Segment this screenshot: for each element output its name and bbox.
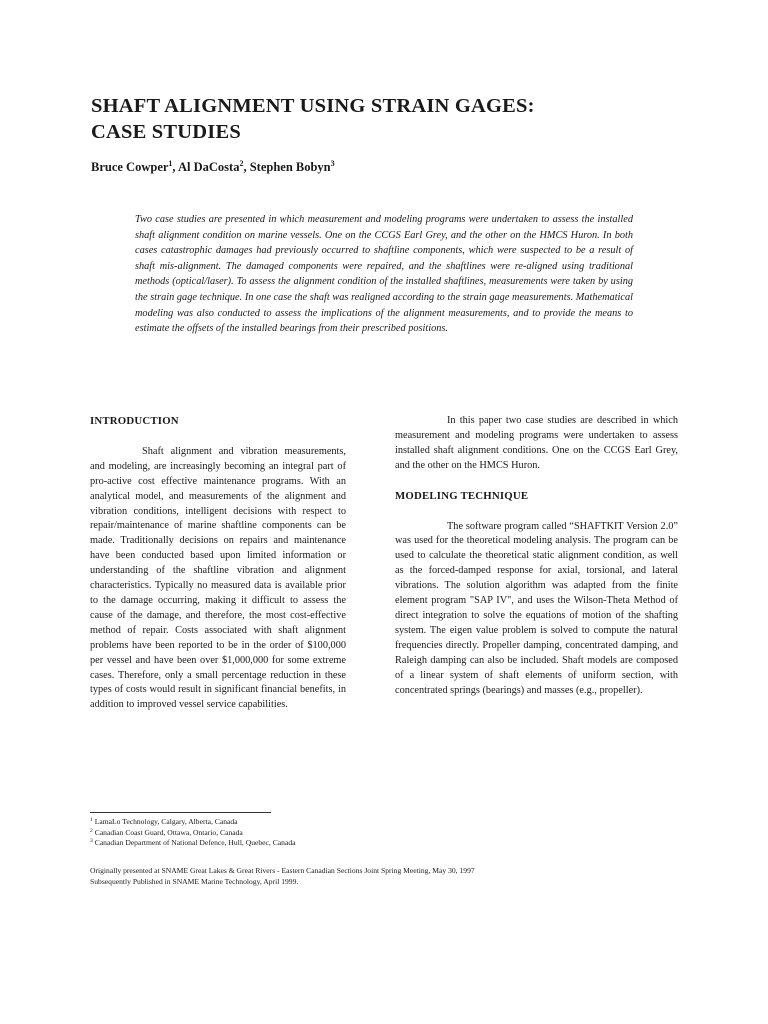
author-name: Bruce Cowper: [91, 160, 169, 174]
footnote-divider: [90, 812, 271, 813]
footnotes: [90, 817, 295, 849]
publication-note-line-1: Originally presented at SNAME Great Lakes & Great Rivers - Eastern Canadian Sections Joint Spring Meeting, May 30, 1997: [90, 866, 475, 875]
affiliation-mark: 3: [330, 159, 335, 168]
footnote-mark: 3: [90, 838, 93, 845]
introduction-paragraph: Shaft alignment and vibration measurements, and modeling, are increasingly becoming an integral part of pro-active cost effective maintenance programs. With an analytical model, and measurements of the alignment and vibration conditions, intelligent decisions with respect to repair/maintenance of marine shaftline components can be made. Traditionally decisions on repairs and maintenance have been conducted based upon limited information or understanding of the shaftline vibration and alignment characteristics. Typically no measured data is available prior to the damage occurring, making it difficult to assess the cause of the damage, and therefore, the most cost-effective method of repair. Costs associated with shaft alignment problems have been reported to be in the order of $100,000 per vessel and have been over $1,000,000 for some extreme cases. Therefore, only a small percentage reduction in these types of costs would result in significant financial benefits, in addition to improved vessel service capabilities.: [90, 445, 346, 711]
footnote-item: [90, 817, 295, 828]
footnote-text: Canadian Coast Guard, Ottawa, Ontario, Canada: [94, 827, 243, 837]
publication-note-line-2: Subsequently Published in SNAME Marine Technology, April 1999.: [90, 876, 299, 886]
footnote-item: [90, 828, 295, 839]
footnote-mark: 1: [90, 817, 93, 823]
affiliation-mark: 2: [239, 159, 244, 168]
modeling-technique-paragraph: The software program called “SHAFTKIT Version 2.0” was used for the theoretical modeling analysis. The program can be used to calculate the theoretical static alignment condition, as well as the forced-damped response for axial, torsional, and lateral vibrations. The solution algorithm was adapted from the finite element program "SAP IV", and uses the Wilson-Theta Method of direct integration to solve the equations of motion of the shafting system. The eigen value problem is solved to compute the natural frequencies directly. Propeller damping, concentrated damping, and Raleigh damping can also be included. Shaft models are composed of a linear system of shaft elements of uniform section, with concentrated springs (bearings) and masses (e.g., propeller).: [395, 520, 678, 696]
title-line-1: SHAFT ALIGNMENT USING STRAIN GAGES:: [91, 95, 535, 117]
author-list: [91, 160, 335, 175]
introduction-heading: INTRODUCTION: [90, 415, 179, 427]
author-separator: ,: [243, 160, 250, 174]
footnote-mark: 2: [90, 827, 93, 834]
author-separator: ,: [172, 160, 178, 174]
author-name: Al DaCosta: [177, 160, 240, 174]
abstract: Two case studies are presented in which measurement and modeling programs were undertaken to assess the installed shaft alignment condition on marine vessels. One on the CCGS Earl Grey, and the other on the HMCS Huron. In both cases catastrophic damages had previously occurred to shaftline components, which were suspected to be a result of shaft mis-alignment. The damaged components were repaired, and the shaftlines were re-aligned using traditional methods (optical/laser). To assess the alignment condition of the installed shaftlines, measurements were taken by using the strain gage technique. In one case the shaft was realigned according to the strain gage measurements. Mathematical modeling was also conducted to assess the implications of the alignment measurements, and to provide the means to estimate the offsets of the installed bearings from their prescribed positions.: [135, 214, 633, 335]
footnote-item: [90, 838, 295, 849]
affiliation-mark: 1: [168, 159, 173, 168]
modeling-technique-heading: MODELING TECHNIQUE: [395, 489, 529, 502]
paper-title: [91, 93, 691, 145]
title-line-2: CASE STUDIES: [91, 121, 241, 143]
right-column: [395, 414, 678, 698]
publication-note: [90, 866, 475, 887]
footnote-text: LamaLo Technology, Calgary, Alberta, Canada: [94, 817, 238, 826]
author-name: Stephen Bobyn: [249, 160, 331, 174]
left-column: [90, 414, 346, 713]
case-studies-paragraph: In this paper two case studies are described in which measurement and modeling programs were undertaken to assess installed shaft alignment conditions. One on the CCGS Earl Grey, and the other on the HMCS Huron.: [395, 415, 678, 471]
footnote-text: Canadian Department of National Defence, Hull, Quebec, Canada: [94, 838, 296, 848]
